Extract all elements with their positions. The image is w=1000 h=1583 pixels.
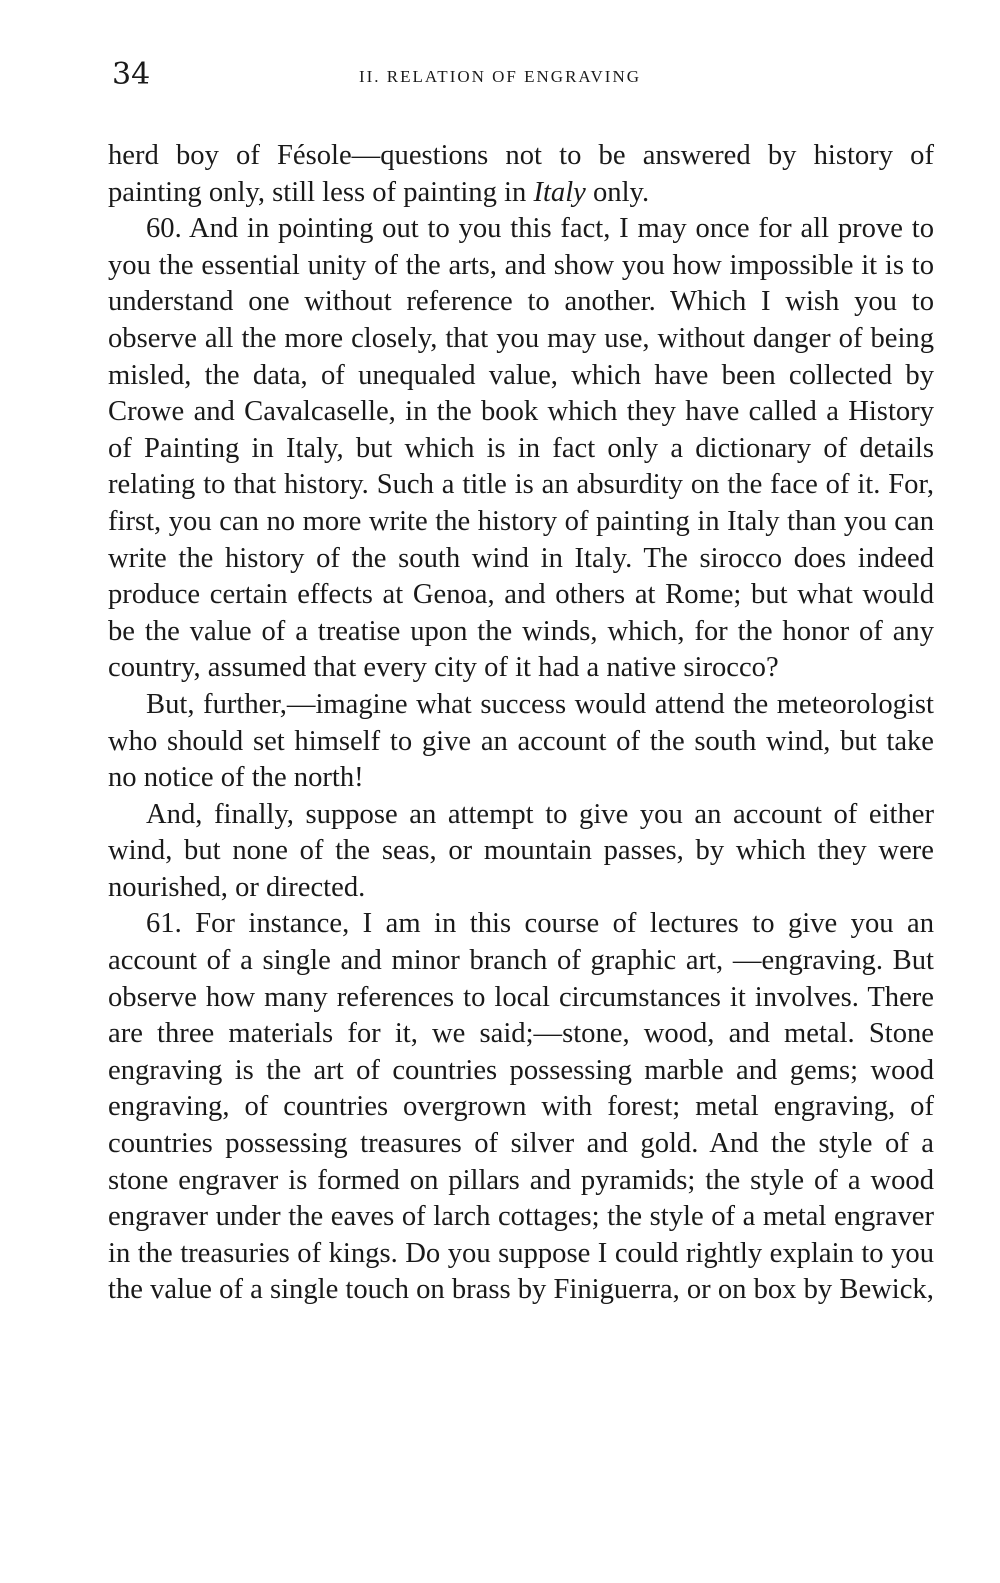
body-text [108,138,934,1309]
paragraph-further: But, further,—imagine what success would attend the meteorologist who should set himself to give an account of the south wind, but take no notice of the north! [108,688,934,794]
paragraph-continuation-text: herd boy of Fésole—questions not to be answered by history of painting only, still less of painting in [108,140,934,208]
paragraph-continuation-end: only. [585,176,650,208]
paragraph-continuation [108,138,934,211]
italic-italy: Italy [533,176,586,208]
paragraph-61: 61. For instance, I am in this course of lectures to give you an account of a single and minor branch of graphic art, —engraving. But observe how many references to local circumstances it involves. There are three materials for it, we said;—stone, wood, and metal. Stone engraving is the art of countries possessing marble and gems; wood engraving, of countries overgrown with forest; metal engraving, of countries possessing treasures of silver and gold. And the style of a stone engraver is formed on pillars and pyramids; the style of a wood engraver under the eaves of larch cottages; the style of a metal engraver in the treasuries of kings. Do you suppose I could rightly explain to you the value of a single touch on brass by Finiguerra, or on box by Bewick, [108,908,934,1306]
paragraph-60: 60. And in pointing out to you this fact, I may once for all prove to you the essential unity of the arts, and show you how impossible it is to understand one without reference to another. Which I wish you to observe all the more closely, that you may use, without danger of being misled, the data, of unequaled value, which have been collected by Crowe and Cavalcaselle, in the book which they have called a History of Painting in Italy, but which is in fact only a dictionary of details relating to that history. Such a title is an absurdity on the face of it. For, first, you can no more write the history of painting in Italy than you can write the history of the south wind in Italy. The sirocco does indeed produce certain effects at Genoa, and others at Rome; but what would be the value of a treatise upon the winds, which, for the honor of any country, assumed that every city of it had a native sirocco? [108,213,934,684]
paragraph-finally: And, finally, suppose an attempt to give you an account of either wind, but none of the seas, or mountain passes, by which they were nourished, or directed. [108,798,934,903]
page-number: 34 [112,57,151,92]
running-head: II. RELATION OF ENGRAVING [358,67,641,86]
